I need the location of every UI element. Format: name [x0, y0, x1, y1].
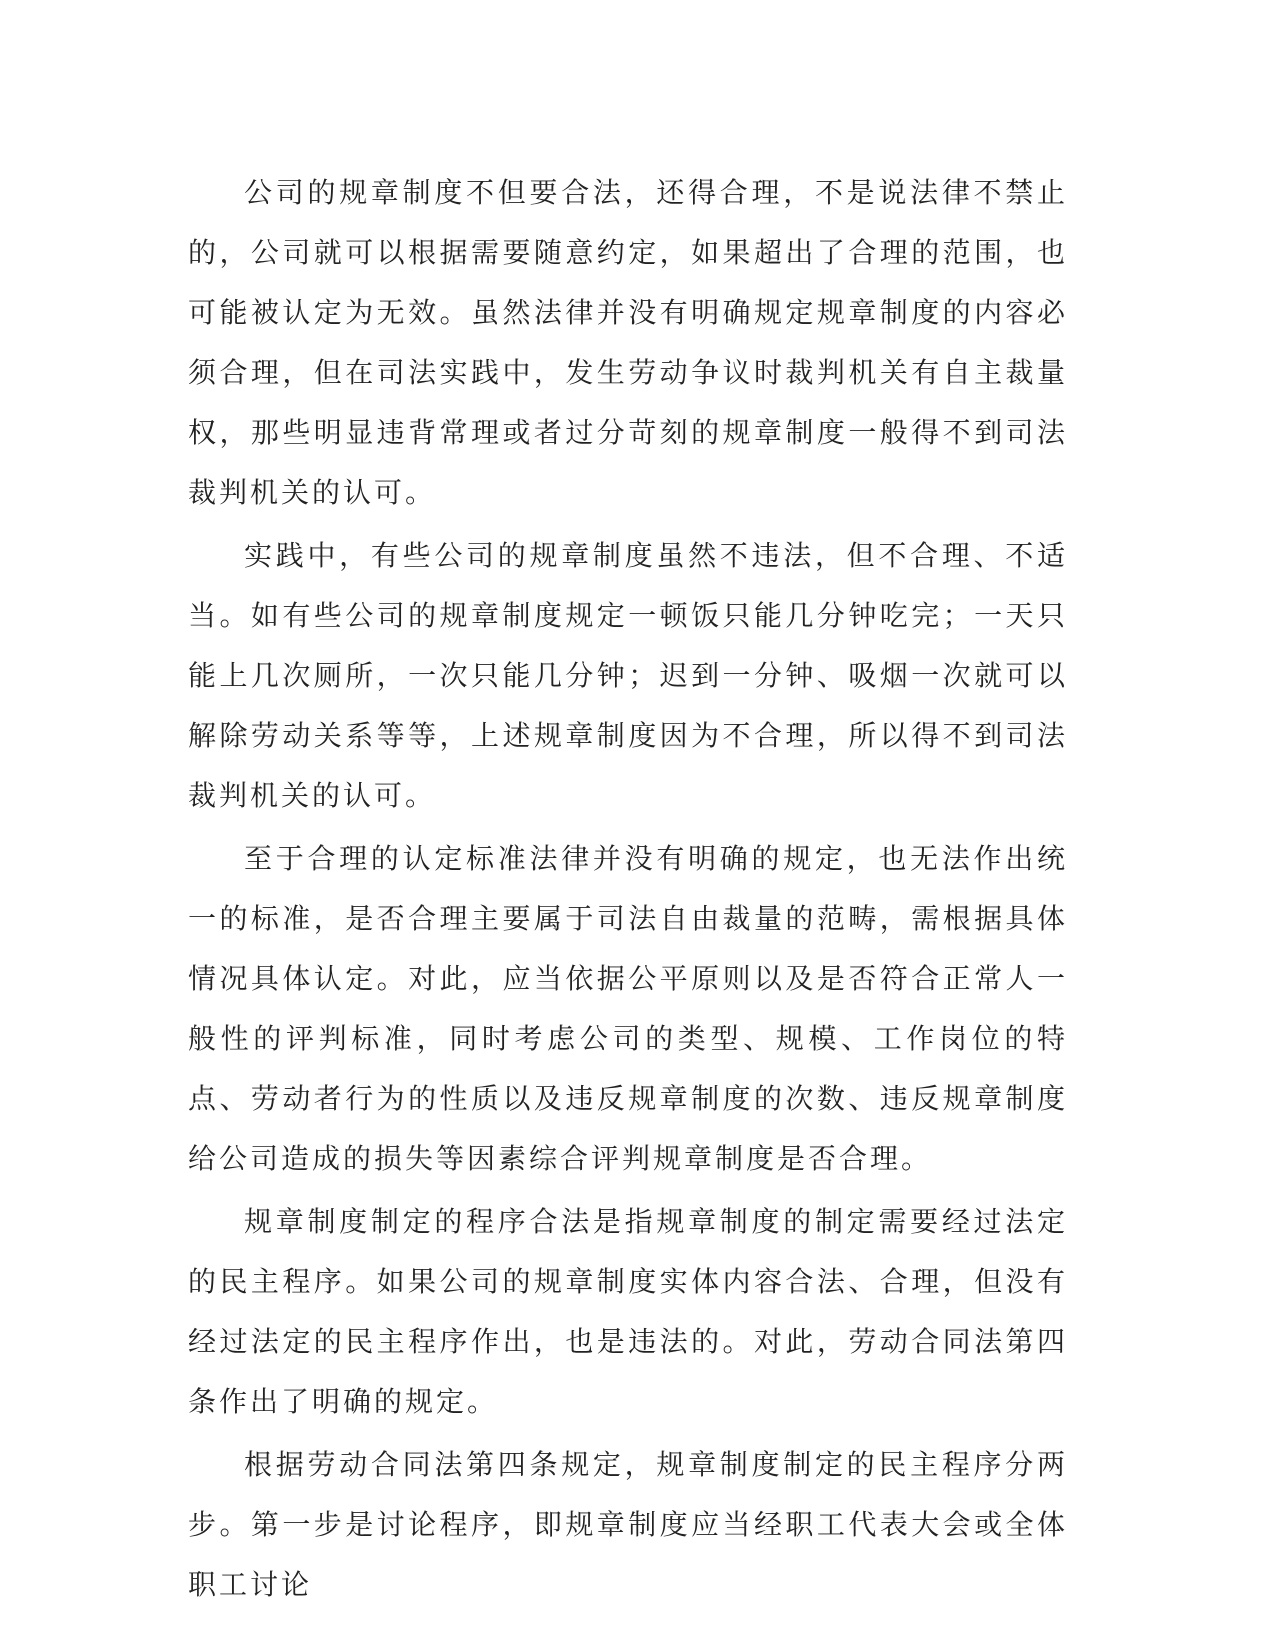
document-body — [188, 163, 1068, 1618]
paragraph-4: 规章制度制定的程序合法是指规章制度的制定需要经过法定的民主程序。如果公司的规章制度实体内容合法、合理，但没有经过法定的民主程序作出，也是违法的。对此，劳动合同法第四条作出了明确的规定。 — [188, 1205, 1068, 1418]
paragraph-5: 根据劳动合同法第四条规定，规章制度制定的民主程序分两步。第一步是讨论程序，即规章制度应当经职工代表大会或全体职工讨论 — [188, 1448, 1068, 1601]
paragraph-3: 至于合理的认定标准法律并没有明确的规定，也无法作出统一的标准，是否合理主要属于司法自由裁量的范畴，需根据具体情况具体认定。对此，应当依据公平原则以及是否符合正常人一般性的评判标准，同时考虑公司的类型、规模、工作岗位的特点、劳动者行为的性质以及违反规章制度的次数、违反规章制度给公司造成的损失等因素综合评判规章制度是否合理。 — [188, 842, 1068, 1175]
paragraph-1: 公司的规章制度不但要合法，还得合理，不是说法律不禁止的，公司就可以根据需要随意约定，如果超出了合理的范围，也可能被认定为无效。虽然法律并没有明确规定规章制度的内容必须合理，但在司法实践中，发生劳动争议时裁判机关有自主裁量权，那些明显违背常理或者过分苛刻的规章制度一般得不到司法裁判机关的认可。 — [188, 176, 1068, 509]
paragraph-2: 实践中，有些公司的规章制度虽然不违法，但不合理、不适当。如有些公司的规章制度规定一顿饭只能几分钟吃完；一天只能上几次厕所，一次只能几分钟；迟到一分钟、吸烟一次就可以解除劳动关系等等，上述规章制度因为不合理，所以得不到司法裁判机关的认可。 — [188, 539, 1068, 812]
